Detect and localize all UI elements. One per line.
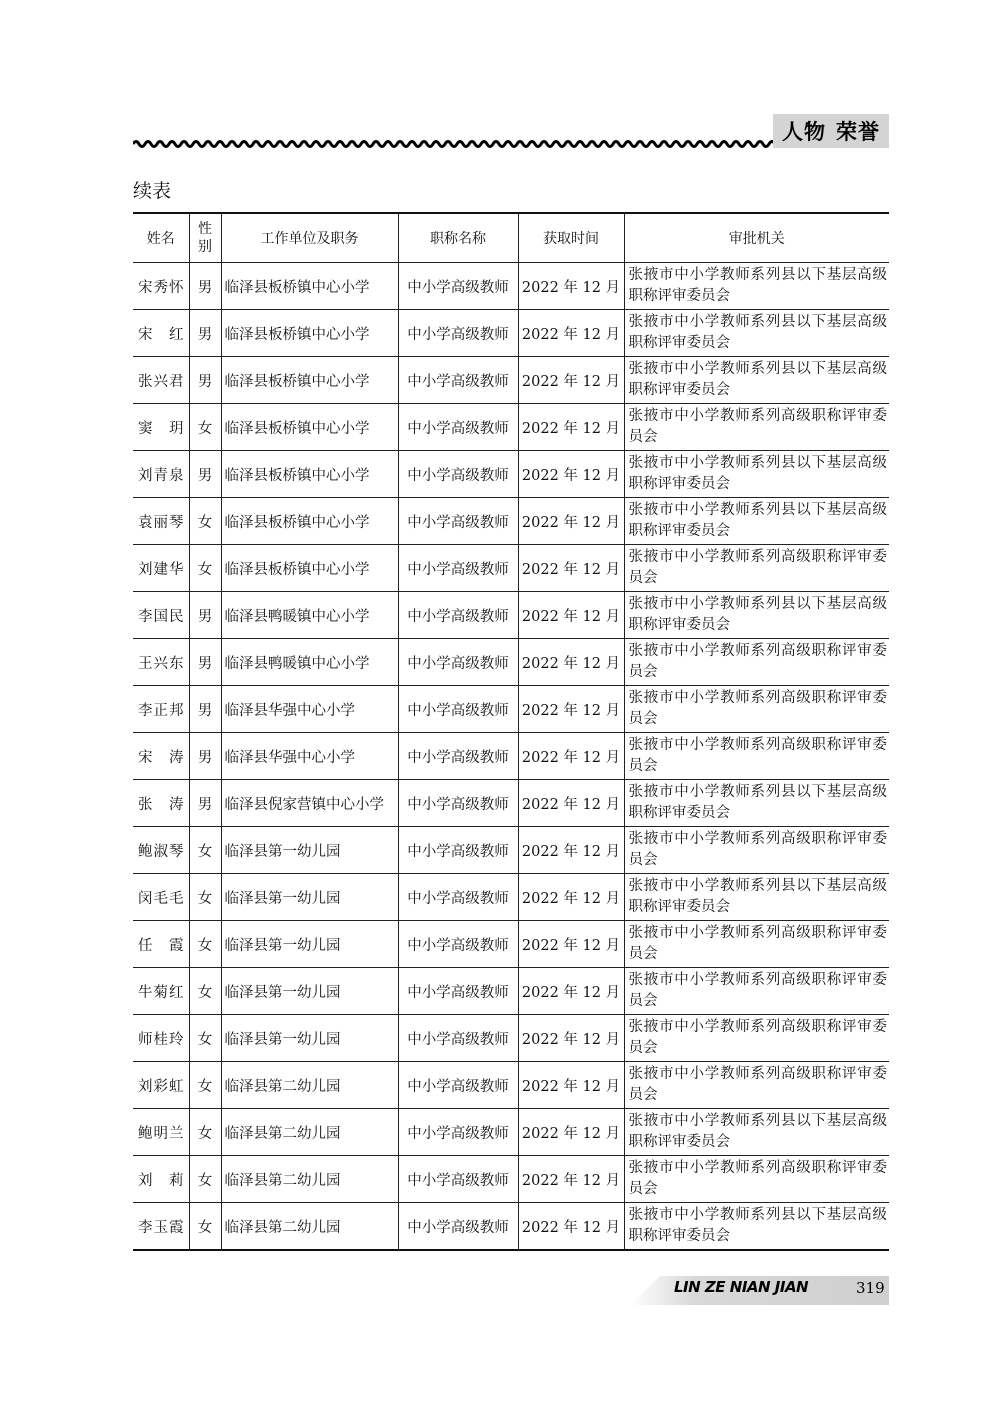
page-number: 319 — [856, 1279, 885, 1297]
section-header-box — [773, 114, 889, 148]
cell-unit: 临泽县板桥镇中心小学 — [221, 263, 398, 310]
cell-unit: 临泽县第二幼儿园 — [221, 1203, 398, 1251]
cell-date: 2022 年 12 月 — [518, 1156, 624, 1203]
cell-title: 中小学高级教师 — [398, 1203, 518, 1251]
cell-sex: 女 — [189, 921, 221, 968]
cell-name: 鲍淑琴 — [133, 827, 189, 874]
cell-sex: 女 — [189, 404, 221, 451]
cell-name: 刘 莉 — [133, 1156, 189, 1203]
cell-name: 张 涛 — [133, 780, 189, 827]
cell-authority: 张掖市中小学教师系列高级职称评审委员会 — [624, 1015, 889, 1062]
cell-date: 2022 年 12 月 — [518, 357, 624, 404]
cell-unit: 临泽县华强中心小学 — [221, 733, 398, 780]
cell-name: 李正邦 — [133, 686, 189, 733]
cell-title: 中小学高级教师 — [398, 357, 518, 404]
table-row — [133, 968, 889, 1015]
cell-name: 李玉霞 — [133, 1203, 189, 1251]
cell-date: 2022 年 12 月 — [518, 968, 624, 1015]
cell-date: 2022 年 12 月 — [518, 780, 624, 827]
cell-sex: 女 — [189, 545, 221, 592]
cell-sex: 女 — [189, 874, 221, 921]
cell-unit: 临泽县板桥镇中心小学 — [221, 498, 398, 545]
header-unit: 工作单位及职务 — [221, 213, 398, 263]
cell-date: 2022 年 12 月 — [518, 733, 624, 780]
cell-title: 中小学高级教师 — [398, 545, 518, 592]
cell-name: 宋 红 — [133, 310, 189, 357]
cell-date: 2022 年 12 月 — [518, 1062, 624, 1109]
cell-authority: 张掖市中小学教师系列县以下基层高级职称评审委员会 — [624, 310, 889, 357]
cell-name: 张兴君 — [133, 357, 189, 404]
cell-title: 中小学高级教师 — [398, 686, 518, 733]
cell-unit: 临泽县华强中心小学 — [221, 686, 398, 733]
cell-authority: 张掖市中小学教师系列高级职称评审委员会 — [624, 968, 889, 1015]
cell-sex: 男 — [189, 357, 221, 404]
section-title-b: 荣誉 — [836, 120, 880, 144]
cell-date: 2022 年 12 月 — [518, 686, 624, 733]
cell-sex: 女 — [189, 1156, 221, 1203]
footer-banner — [630, 1276, 889, 1305]
header-wave-rule — [133, 136, 773, 152]
cell-name: 李国民 — [133, 592, 189, 639]
cell-title: 中小学高级教师 — [398, 1156, 518, 1203]
cell-date: 2022 年 12 月 — [518, 545, 624, 592]
cell-unit: 临泽县第一幼儿园 — [221, 1015, 398, 1062]
section-title-a: 人物 — [782, 120, 826, 144]
cell-date: 2022 年 12 月 — [518, 263, 624, 310]
cell-unit: 临泽县板桥镇中心小学 — [221, 451, 398, 498]
cell-authority: 张掖市中小学教师系列高级职称评审委员会 — [624, 921, 889, 968]
cell-name: 师桂玲 — [133, 1015, 189, 1062]
header-name: 姓名 — [133, 213, 189, 263]
table-row — [133, 592, 889, 639]
cell-sex: 女 — [189, 1015, 221, 1062]
cell-name: 王兴东 — [133, 639, 189, 686]
table-row — [133, 263, 889, 310]
cell-unit: 临泽县第一幼儿园 — [221, 874, 398, 921]
cell-sex: 女 — [189, 1062, 221, 1109]
cell-title: 中小学高级教师 — [398, 780, 518, 827]
cell-unit: 临泽县板桥镇中心小学 — [221, 357, 398, 404]
cell-name: 刘彩虹 — [133, 1062, 189, 1109]
header-authority: 审批机关 — [624, 213, 889, 263]
cell-authority: 张掖市中小学教师系列高级职称评审委员会 — [624, 686, 889, 733]
cell-unit: 临泽县板桥镇中心小学 — [221, 310, 398, 357]
cell-title: 中小学高级教师 — [398, 310, 518, 357]
cell-unit: 临泽县第一幼儿园 — [221, 827, 398, 874]
cell-title: 中小学高级教师 — [398, 639, 518, 686]
cell-authority: 张掖市中小学教师系列高级职称评审委员会 — [624, 1156, 889, 1203]
table-row — [133, 780, 889, 827]
table-row — [133, 1109, 889, 1156]
cell-sex: 男 — [189, 639, 221, 686]
header-date: 获取时间 — [518, 213, 624, 263]
cell-sex: 女 — [189, 1109, 221, 1156]
cell-unit: 临泽县第二幼儿园 — [221, 1156, 398, 1203]
cell-date: 2022 年 12 月 — [518, 639, 624, 686]
cell-unit: 临泽县倪家营镇中心小学 — [221, 780, 398, 827]
cell-unit: 临泽县板桥镇中心小学 — [221, 545, 398, 592]
table-row — [133, 639, 889, 686]
cell-name: 牛菊红 — [133, 968, 189, 1015]
cell-sex: 男 — [189, 686, 221, 733]
cell-sex: 女 — [189, 827, 221, 874]
cell-name: 宋秀怀 — [133, 263, 189, 310]
table-row — [133, 827, 889, 874]
cell-sex: 女 — [189, 1203, 221, 1251]
table-row — [133, 357, 889, 404]
cell-title: 中小学高级教师 — [398, 968, 518, 1015]
table-row — [133, 921, 889, 968]
cell-title: 中小学高级教师 — [398, 874, 518, 921]
cell-sex: 女 — [189, 498, 221, 545]
cell-date: 2022 年 12 月 — [518, 498, 624, 545]
cell-title: 中小学高级教师 — [398, 1062, 518, 1109]
cell-title: 中小学高级教师 — [398, 404, 518, 451]
table-row — [133, 404, 889, 451]
table-row — [133, 1203, 889, 1251]
cell-authority: 张掖市中小学教师系列高级职称评审委员会 — [624, 1062, 889, 1109]
cell-title: 中小学高级教师 — [398, 1015, 518, 1062]
header-title: 职称名称 — [398, 213, 518, 263]
cell-title: 中小学高级教师 — [398, 263, 518, 310]
cell-unit: 临泽县第二幼儿园 — [221, 1109, 398, 1156]
cell-unit: 临泽县第一幼儿园 — [221, 968, 398, 1015]
cell-title: 中小学高级教师 — [398, 921, 518, 968]
cell-sex: 男 — [189, 310, 221, 357]
cell-date: 2022 年 12 月 — [518, 827, 624, 874]
table-row — [133, 1156, 889, 1203]
table-row — [133, 310, 889, 357]
cell-sex: 男 — [189, 733, 221, 780]
cell-title: 中小学高级教师 — [398, 451, 518, 498]
cell-authority: 张掖市中小学教师系列县以下基层高级职称评审委员会 — [624, 1109, 889, 1156]
personnel-table — [133, 212, 889, 1251]
cell-authority: 张掖市中小学教师系列高级职称评审委员会 — [624, 404, 889, 451]
cell-name: 刘建华 — [133, 545, 189, 592]
table-row — [133, 545, 889, 592]
header-sex — [189, 213, 221, 263]
cell-date: 2022 年 12 月 — [518, 1203, 624, 1251]
cell-authority: 张掖市中小学教师系列县以下基层高级职称评审委员会 — [624, 263, 889, 310]
cell-unit: 临泽县鸭暖镇中心小学 — [221, 639, 398, 686]
cell-date: 2022 年 12 月 — [518, 592, 624, 639]
cell-date: 2022 年 12 月 — [518, 921, 624, 968]
footer-title: LIN ZE NIAN JIAN — [674, 1278, 809, 1296]
cell-authority: 张掖市中小学教师系列高级职称评审委员会 — [624, 733, 889, 780]
cell-unit: 临泽县鸭暖镇中心小学 — [221, 592, 398, 639]
cell-title: 中小学高级教师 — [398, 592, 518, 639]
cell-unit: 临泽县板桥镇中心小学 — [221, 404, 398, 451]
table-row — [133, 1015, 889, 1062]
cell-name: 闵毛毛 — [133, 874, 189, 921]
cell-name: 鲍明兰 — [133, 1109, 189, 1156]
cell-authority: 张掖市中小学教师系列高级职称评审委员会 — [624, 545, 889, 592]
cell-unit: 临泽县第一幼儿园 — [221, 921, 398, 968]
cell-authority: 张掖市中小学教师系列县以下基层高级职称评审委员会 — [624, 874, 889, 921]
cell-name: 宋 涛 — [133, 733, 189, 780]
cell-sex: 男 — [189, 780, 221, 827]
cell-unit: 临泽县第二幼儿园 — [221, 1062, 398, 1109]
cell-authority: 张掖市中小学教师系列县以下基层高级职称评审委员会 — [624, 592, 889, 639]
cell-date: 2022 年 12 月 — [518, 451, 624, 498]
cell-title: 中小学高级教师 — [398, 1109, 518, 1156]
cell-authority: 张掖市中小学教师系列高级职称评审委员会 — [624, 827, 889, 874]
header-sex-bottom: 别 — [198, 239, 212, 255]
cell-authority: 张掖市中小学教师系列县以下基层高级职称评审委员会 — [624, 357, 889, 404]
table-row — [133, 874, 889, 921]
cell-date: 2022 年 12 月 — [518, 874, 624, 921]
cell-sex: 男 — [189, 263, 221, 310]
cell-sex: 男 — [189, 451, 221, 498]
cell-sex: 女 — [189, 968, 221, 1015]
table-row — [133, 733, 889, 780]
cell-name: 窦 玥 — [133, 404, 189, 451]
table-row — [133, 498, 889, 545]
cell-title: 中小学高级教师 — [398, 827, 518, 874]
cell-name: 刘青泉 — [133, 451, 189, 498]
cell-name: 任 霞 — [133, 921, 189, 968]
cell-date: 2022 年 12 月 — [518, 1015, 624, 1062]
continued-label: 续表 — [133, 180, 172, 202]
table-header-row — [133, 213, 889, 263]
cell-title: 中小学高级教师 — [398, 498, 518, 545]
cell-name: 袁丽琴 — [133, 498, 189, 545]
cell-sex: 男 — [189, 592, 221, 639]
cell-title: 中小学高级教师 — [398, 733, 518, 780]
cell-date: 2022 年 12 月 — [518, 404, 624, 451]
cell-authority: 张掖市中小学教师系列县以下基层高级职称评审委员会 — [624, 451, 889, 498]
table-row — [133, 451, 889, 498]
header-sex-top: 性 — [198, 221, 212, 237]
cell-authority: 张掖市中小学教师系列县以下基层高级职称评审委员会 — [624, 1203, 889, 1251]
cell-authority: 张掖市中小学教师系列县以下基层高级职称评审委员会 — [624, 780, 889, 827]
cell-date: 2022 年 12 月 — [518, 1109, 624, 1156]
cell-date: 2022 年 12 月 — [518, 310, 624, 357]
cell-authority: 张掖市中小学教师系列县以下基层高级职称评审委员会 — [624, 498, 889, 545]
cell-authority: 张掖市中小学教师系列高级职称评审委员会 — [624, 639, 889, 686]
table-row — [133, 1062, 889, 1109]
table-row — [133, 686, 889, 733]
